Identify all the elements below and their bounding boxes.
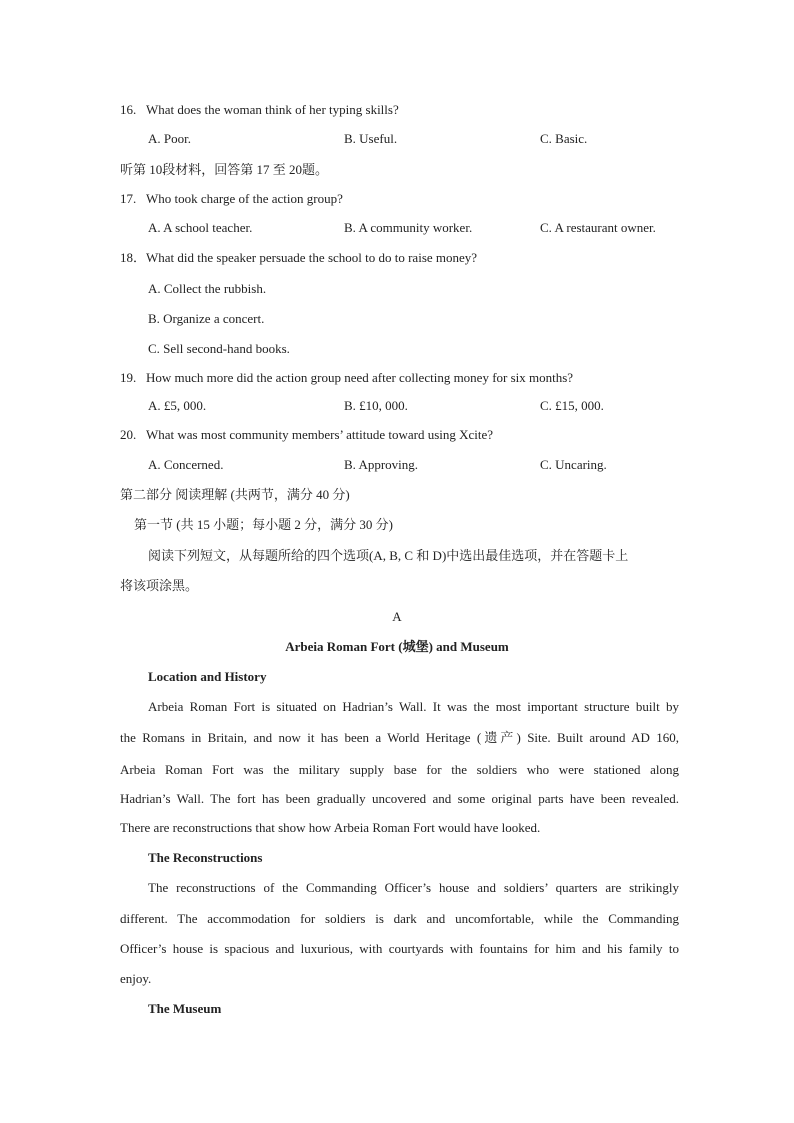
- passage-title: Arbeia Roman Fort (城堡) and Museum: [285, 639, 509, 654]
- paragraph-line: Arbeia Roman Fort was the military supply base for the soldiers who were stationed along: [120, 762, 679, 777]
- q16-option-b: B. Useful.: [344, 131, 398, 146]
- question-16: [120, 101, 399, 119]
- q19-option-c: C. £15, 000.: [540, 398, 604, 413]
- q17-option-a: A. A school teacher.: [148, 220, 253, 235]
- paragraph-line: There are reconstructions that show how Arbeia Roman Fort would have looked.: [120, 820, 541, 835]
- q20-option-c: C. Uncaring.: [540, 457, 607, 472]
- part-two-heading: 第二部分 阅读理解 (共两节，满分 40 分): [120, 487, 350, 502]
- q16-option-c: C. Basic.: [540, 131, 588, 146]
- reading-instruction-line-1: 阅读下列短文，从每题所给的四个选项(A, B, C 和 D)中选出最佳选项，并在答题卡上: [148, 548, 629, 563]
- paragraph-line: Officer’s house is spacious and luxurious, with courtyards with fountains for him and his family to: [120, 941, 679, 956]
- paragraph-line: Arbeia Roman Fort is situated on Hadrian’s Wall. It was the most important structure built by: [148, 699, 679, 714]
- q16-option-a: A. Poor.: [148, 131, 191, 146]
- question-text: What does the woman think of her typing skills?: [146, 102, 399, 117]
- question-20: [120, 426, 493, 444]
- question-18: [120, 249, 477, 267]
- question-text: What did the speaker persuade the school to do to raise money?: [146, 250, 478, 265]
- q19-option-a: A. £5, 000.: [148, 398, 207, 413]
- reading-instruction-line-2: 将该项涂黑。: [120, 578, 199, 593]
- question-19: [120, 369, 573, 387]
- paragraph-line: different. The accommodation for soldiers is dark and uncomfortable, while the Commanding: [120, 911, 679, 926]
- q20-option-b: B. Approving.: [344, 457, 419, 472]
- q19-option-b: B. £10, 000.: [344, 398, 408, 413]
- question-number: 16.: [120, 102, 137, 117]
- question-number: 20.: [120, 427, 137, 442]
- question-text: Who took charge of the action group?: [146, 191, 343, 206]
- question-number: 19.: [120, 370, 137, 385]
- q20-option-a: A. Concerned.: [148, 457, 224, 472]
- question-text: What was most community members’ attitude toward using Xcite?: [146, 427, 494, 442]
- q18-option-b: B. Organize a concert.: [148, 311, 265, 326]
- section-one-heading: 第一节 (共 15 小题；每小题 2 分，满分 30 分): [134, 517, 393, 532]
- q18-option-c: C. Sell second-hand books.: [148, 341, 290, 356]
- q17-option-c: C. A restaurant owner.: [540, 220, 656, 235]
- question-number: 17.: [120, 191, 137, 206]
- question-17: [120, 190, 343, 208]
- q17-option-b: B. A community worker.: [344, 220, 473, 235]
- passage-letter: A: [392, 609, 402, 624]
- section-heading-location: Location and History: [148, 669, 267, 684]
- listening-instruction: 听第 10段材料，回答第 17 至 20题。: [120, 162, 329, 177]
- question-number: 18．: [120, 250, 147, 265]
- paragraph-line: Hadrian’s Wall. The fort has been gradually uncovered and some original parts have been revealed.: [120, 791, 679, 806]
- paragraph-line: enjoy.: [120, 971, 152, 986]
- section-heading-reconstructions: The Reconstructions: [148, 850, 263, 865]
- paragraph-line: the Romans in Britain, and now it has been a World Heritage (遗产) Site. Built around AD 160,: [120, 730, 679, 745]
- section-heading-museum: The Museum: [148, 1001, 222, 1016]
- question-text: How much more did the action group need after collecting money for six months?: [146, 370, 574, 385]
- q18-option-a: A. Collect the rubbish.: [148, 281, 267, 296]
- paragraph-line: The reconstructions of the Commanding Officer’s house and soldiers’ quarters are strikingly: [148, 880, 679, 895]
